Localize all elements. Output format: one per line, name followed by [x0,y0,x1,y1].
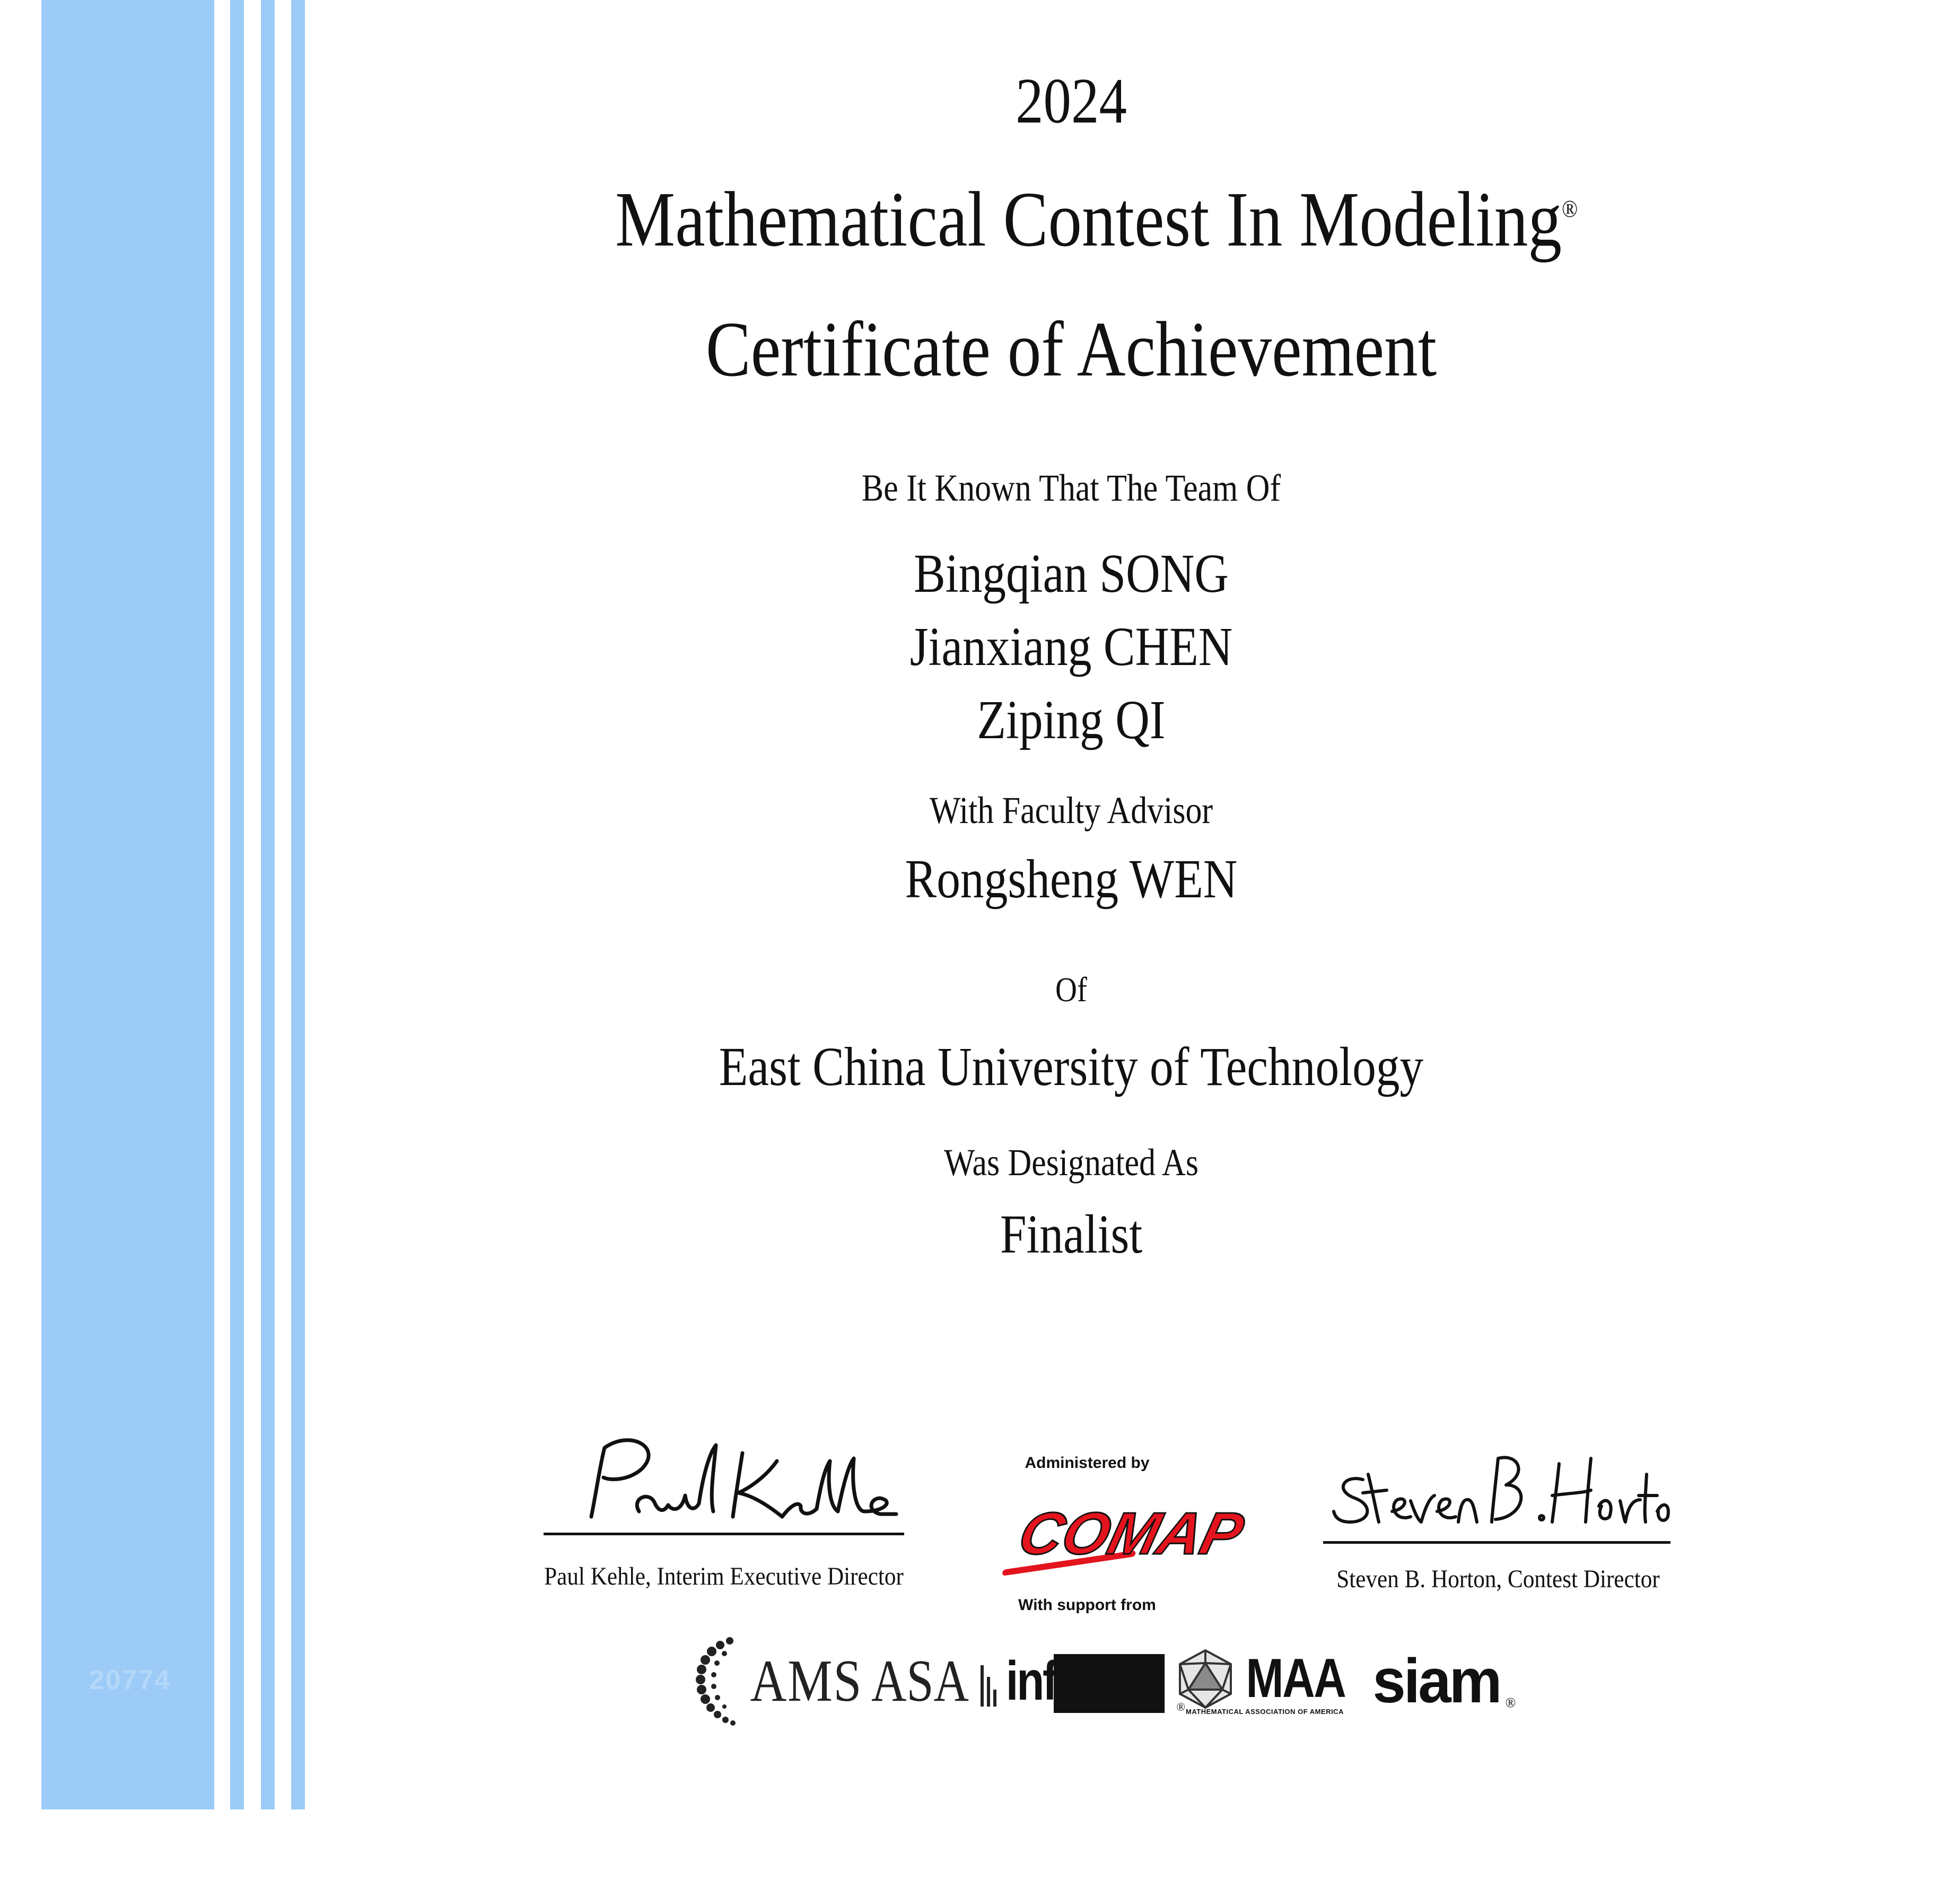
side-stripe [230,0,244,1809]
asa-logo [870,1633,992,1729]
ams-swirl-icon [693,1633,740,1729]
watermark: 20774 [89,1665,171,1695]
maa-wordmark: MAA [1246,1648,1345,1709]
certificate-title: Certificate of Achievement [705,306,1437,393]
registered-mark: ® [1505,1695,1516,1710]
side-stripe [291,0,305,1809]
team-member: Ziping QI [977,689,1166,750]
maa-logo [1180,1633,1350,1729]
maa-subtitle: MATHEMATICAL ASSOCIATION OF AMERICA [1186,1707,1344,1716]
team-intro: Be It Known That The Team Of [861,467,1281,509]
ams-wordmark: AMS [750,1648,862,1714]
siam-wordmark: siam [1372,1646,1500,1716]
signature-caption-left: Paul Kehle, Interim Executive Director [544,1562,904,1590]
signature-caption-right: Steven B. Horton, Contest Director [1336,1565,1660,1593]
contest-name: Mathematical Contest In Modeling® [615,176,1578,263]
side-band [41,0,214,1809]
registered-mark: ® [1176,1700,1186,1713]
informs-wordmark: informs [1005,1650,1160,1712]
siam-logo [1358,1633,1527,1729]
team-member: Jianxiang CHEN [909,616,1233,677]
year: 2024 [1016,65,1127,137]
informs-logo [1002,1633,1186,1729]
advisor-intro: With Faculty Advisor [929,789,1213,832]
maa-icosahedron-icon [1174,1647,1237,1711]
ams-logo [705,1633,862,1729]
signature-right [1323,1442,1673,1538]
svg-text:COMAP [1012,1501,1250,1567]
designation-intro: Was Designated As [944,1141,1198,1184]
institution-name: East China University of Technology [719,1036,1424,1097]
signature-line [1323,1541,1670,1544]
comap-wordmark: COMAP [1012,1500,1250,1567]
administered-by-label: Administered by [1025,1454,1150,1472]
comap-logo-graphic [997,1480,1250,1580]
asa-bars-icon [979,1649,1001,1713]
team-member: Bingqian SONG [914,543,1229,604]
comap-logo [997,1480,1250,1580]
designation: Finalist [1000,1204,1143,1265]
support-label: With support from [1018,1596,1156,1614]
signature-left-graphic [541,1432,912,1538]
of-label: Of [1055,970,1087,1009]
registered-mark: ® [1562,195,1578,222]
signature-right-graphic [1323,1442,1673,1538]
signature-line [544,1533,904,1535]
advisor-name: Rongsheng WEN [905,849,1238,909]
side-stripe [261,0,275,1809]
asa-wordmark: ASA [871,1648,969,1714]
signature-left [541,1432,912,1538]
